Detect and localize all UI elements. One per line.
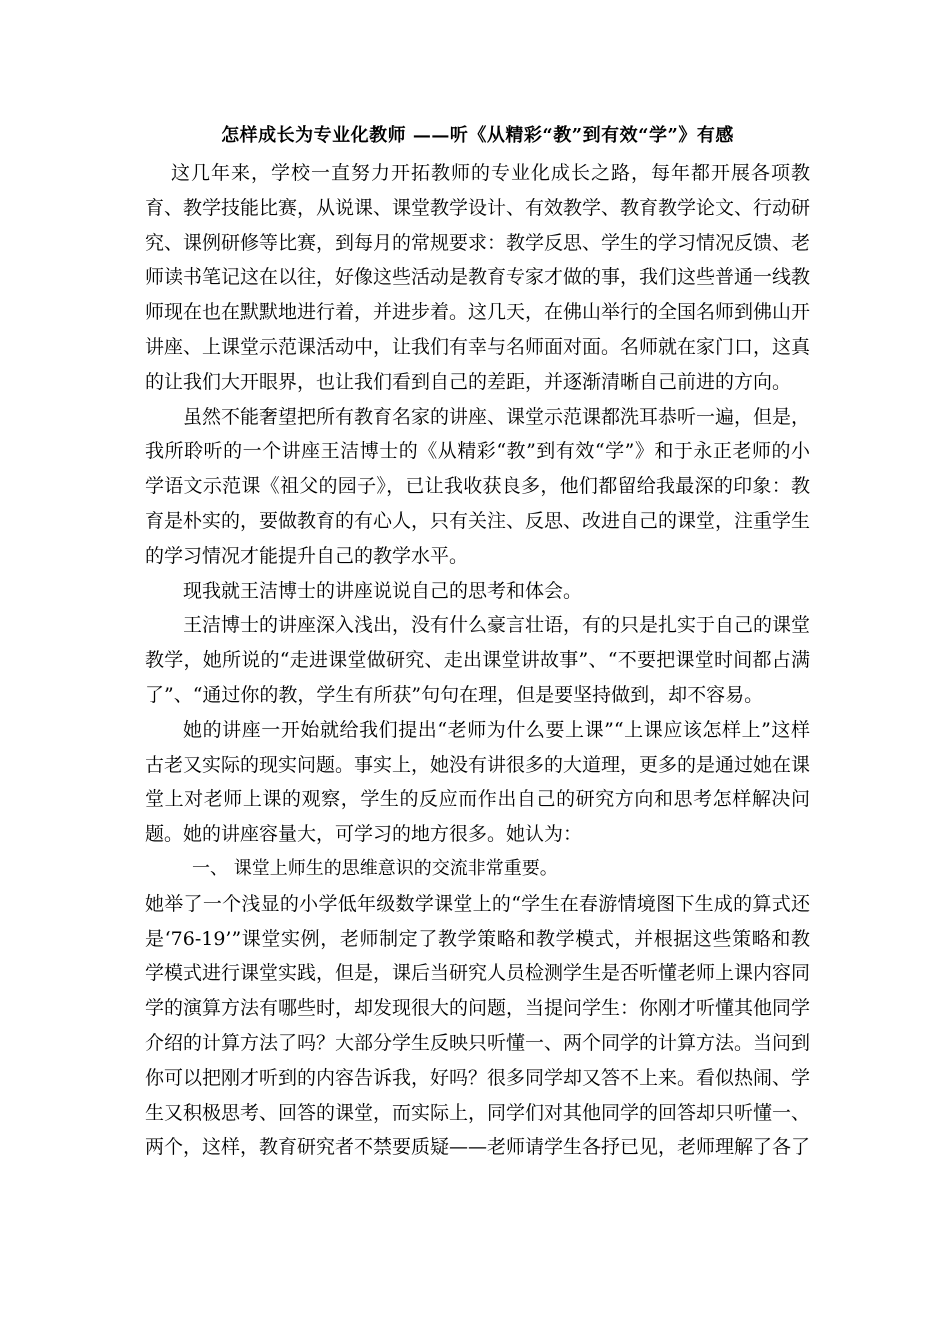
paragraph-intro: 这几年来，学校一直努力开拓教师的专业化成长之路，每年都开展各项教育、教学技能比赛，从说课、课堂教学设计、有效教学、教育教学论文、行动研究、课例研修等比赛，到每月的常规要求：教学反思、学生的学习情况反馈、老师读书笔记这在以往，好像这些活动是教育专家才做的事，我们这些普通一线教师现在也在默默地进行着，并进步着。这几天，在佛山举行的全国名师到佛山开讲座、上课堂示范课活动中，让我们有幸与名师面对面。名师就在家门口，这真的让我们大开眼界，也让我们看到自己的差距，并逐渐清晰自己前进的方向。 — [145, 162, 811, 393]
document-title: 怎样成长为专业化教师 ——听《从精彩“教”到有效“学”》有感 — [221, 125, 734, 146]
section-heading-one: 一、 课堂上师生的思维意识的交流非常重要。 — [192, 857, 558, 879]
paragraph-lecture-summary: 王洁博士的讲座深入浅出，没有什么豪言壮语，有的只是扎实于自己的课堂教学，她所说的“走进课堂做研究、走出课堂讲故事”、“不要把课堂时间都占满了”、“通过你的教，学生有所获”句句在理，但是要坚持做到，却不容易。 — [145, 614, 811, 706]
document-page — [145, 122, 810, 1165]
paragraph-thoughts: 现我就王洁博士的讲座说说自己的思考和体会。 — [183, 579, 583, 602]
paragraph-example: 她举了一个浅显的小学低年级数学课堂上的“学生在春游情境图下生成的算式还是‘76-19’”课堂实例，老师制定了教学策略和教学模式，并根据这些策略和教学模式进行课堂实践，但是，课后当研究人员检测学生是否听懂老师上课内容同学的演算方法有哪些时，却发现很大的问题，当提问学生：你刚才听懂其他同学介绍的计算方法了吗？大部分学生反映只听懂一、两个同学的计算方法。当问到你可以把刚才听到的内容告诉我，好吗？很多同学却又答不上来。看似热闹、学生又积极思考、回答的课堂，而实际上，同学们对其他同学的回答却只听懂一、两个，这样，教育研究者不禁要质疑——老师请学生各抒已见，老师理解了各了 — [145, 892, 811, 1159]
paragraph-questions: 她的讲座一开始就给我们提出“老师为什么要上课”“上课应该怎样上”这样古老又实际的现实问题。事实上，她没有讲很多的大道理，更多的是通过她在课堂上对老师上课的观察，学生的反应而作出自己的研究方向和思考怎样解决问题。她的讲座容量大，可学习的地方很多。她认为： — [145, 718, 811, 846]
paragraph-lectures: 虽然不能奢望把所有教育名家的讲座、课堂示范课都洗耳恭听一遍，但是，我所聆听的一个讲座王洁博士的《从精彩“教”到有效“学”》和于永正老师的小学语文示范课《祖父的园子》，已让我收获良多，他们都留给我最深的印象：教育是朴实的，要做教育的有心人，只有关注、反思、改进自己的课堂，注重学生的学习情况才能提升自己的教学水平。 — [145, 405, 811, 567]
